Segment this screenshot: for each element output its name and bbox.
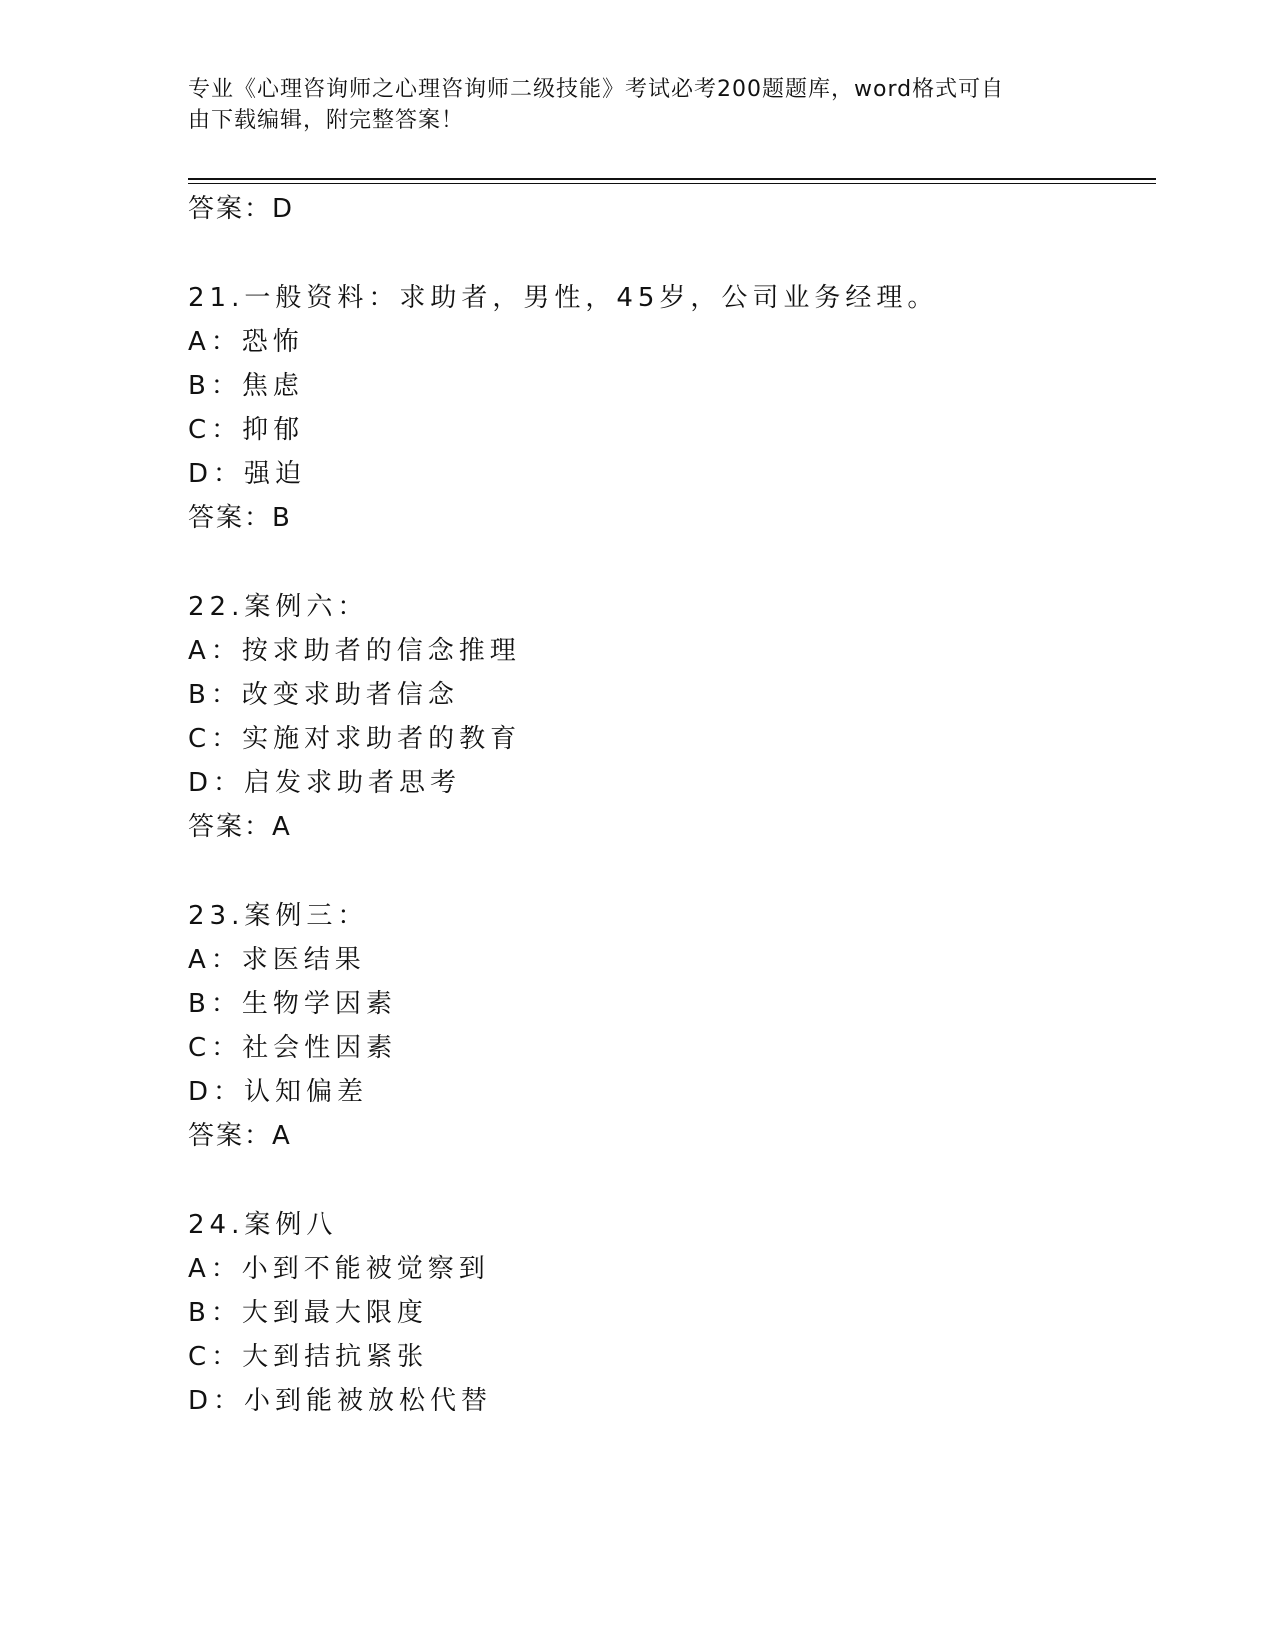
- option-d: D：启发求助者思考: [188, 768, 462, 798]
- option-a: A：求医结果: [188, 945, 366, 975]
- option-d: D：强迫: [188, 459, 307, 489]
- option-a: A：按求助者的信念推理: [188, 636, 521, 666]
- answer-line: 答案：D: [188, 194, 295, 224]
- option-c: C：社会性因素: [188, 1033, 398, 1063]
- option-b: B：焦虑: [188, 371, 304, 401]
- header-line-1: 专业《心理咨询师之心理咨询师二级技能》考试必考200题题库，word格式可自: [188, 77, 1005, 102]
- question-stem: 21.一般资料：求助者，男性，45岁，公司业务经理。: [188, 283, 939, 313]
- option-b: B：生物学因素: [188, 989, 397, 1019]
- option-a: A：小到不能被觉察到: [188, 1254, 490, 1284]
- question-stem: 24.案例八: [188, 1210, 338, 1240]
- option-c: C：抑郁: [188, 415, 305, 445]
- option-b: B：大到最大限度: [188, 1298, 428, 1328]
- page-header: [188, 74, 1068, 136]
- question-stem: 23.案例三：: [188, 901, 369, 931]
- answer-line: 答案：A: [188, 812, 292, 842]
- header-divider-thin: [188, 183, 1156, 184]
- answer-line: 答案：B: [188, 503, 292, 533]
- question-stem: 22.案例六：: [188, 592, 369, 622]
- header-divider-thick: [188, 178, 1156, 180]
- option-a: A：恐怖: [188, 327, 304, 357]
- option-b: B：改变求助者信念: [188, 680, 459, 710]
- option-d: D：小到能被放松代替: [188, 1386, 493, 1416]
- option-d: D：认知偏差: [188, 1077, 369, 1107]
- option-c: C：大到拮抗紧张: [188, 1342, 429, 1372]
- option-c: C：实施对求助者的教育: [188, 724, 522, 754]
- answer-line: 答案：A: [188, 1121, 292, 1151]
- header-line-2: 由下载编辑，附完整答案！: [188, 108, 465, 133]
